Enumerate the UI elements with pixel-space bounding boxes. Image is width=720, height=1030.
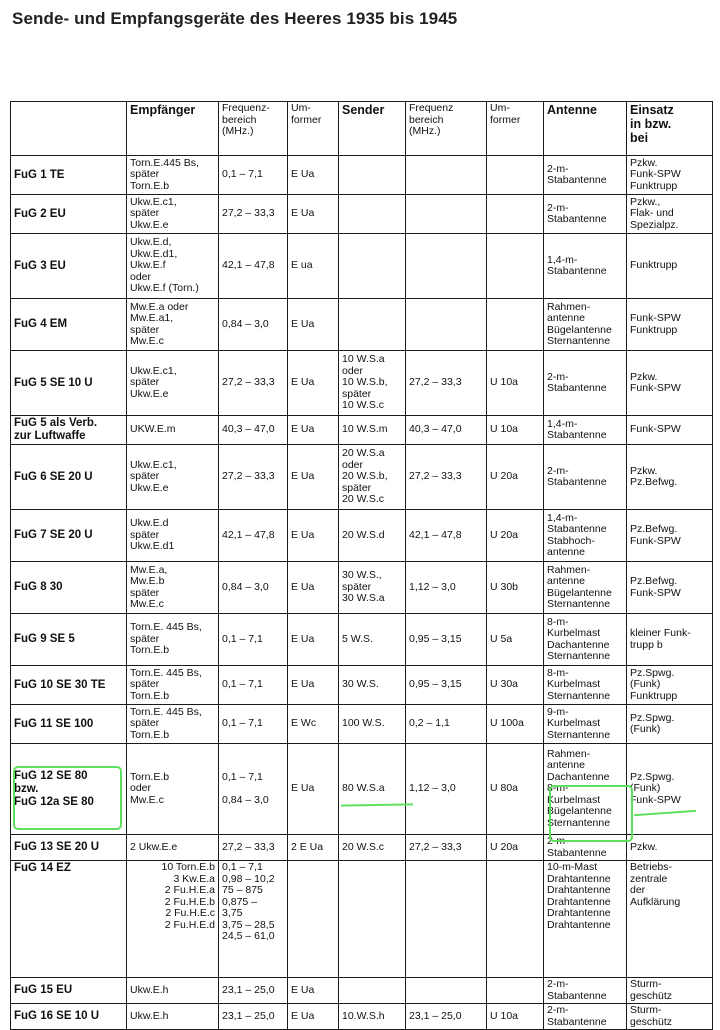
cell-transmitter: 20 W.S.c [339,835,406,861]
cell-device: FuG 4 EM [11,299,127,351]
cell-transmitter: 20 W.S.a oder 20 W.S.b, später 20 W.S.c [339,445,406,510]
cell-receiver: Torn.E. 445 Bs, später Torn.E.b [127,705,219,744]
cell-antenna: Rahmen- antenne Bügelantenne Sternantenne [544,562,627,614]
cell-transmitter-frequency: 1,12 – 3,0 [406,562,487,614]
cell-receiver-converter: E Ua [288,666,339,705]
cell-receiver-frequency: 27,2 – 33,3 [219,835,288,861]
cell-transmitter-frequency [406,234,487,299]
cell-transmitter-frequency: 0,95 – 3,15 [406,666,487,705]
cell-receiver: Ukw.E.c1, später Ukw.E.e [127,195,219,234]
col-header-receiver-converter: Um- former [288,102,339,156]
cell-receiver-frequency: 42,1 – 47,8 [219,234,288,299]
cell-transmitter-frequency: 40,3 – 47,0 [406,416,487,445]
cell-transmitter-frequency: 27,2 – 33,3 [406,445,487,510]
cell-device: FuG 1 TE [11,156,127,195]
cell-transmitter-frequency [406,978,487,1004]
cell-receiver: UKW.E.m [127,416,219,445]
cell-receiver-converter: E Ua [288,445,339,510]
cell-transmitter-converter: U 10a [487,1004,544,1030]
cell-antenna: 10-m-Mast Drahtantenne Drahtantenne Drahtantenne Drahtantenne Drahtantenne [544,861,627,978]
cell-transmitter-converter: U 20a [487,835,544,861]
cell-transmitter-frequency: 0,2 – 1,1 [406,705,487,744]
cell-receiver-frequency: 0,1 – 7,1 0,98 – 10,2 75 – 875 0,875 – 3,75 3,75 – 28,5 24,5 – 61,0 [219,861,288,978]
table-header-row [11,102,713,156]
cell-receiver-frequency: 23,1 – 25,0 [219,1004,288,1030]
table-row [11,234,713,299]
cell-receiver-converter: E Ua [288,156,339,195]
cell-transmitter-frequency: 42,1 – 47,8 [406,510,487,562]
cell-receiver-frequency: 27,2 – 33,3 [219,195,288,234]
cell-antenna: 1,4-m- Stabantenne Stabhoch- antenne [544,510,627,562]
cell-receiver: Torn.E.445 Bs, später Torn.E.b [127,156,219,195]
cell-receiver-frequency: 0,84 – 3,0 [219,562,288,614]
cell-receiver-frequency: 0,1 – 7,1 [219,666,288,705]
cell-device: FuG 10 SE 30 TE [11,666,127,705]
cell-deployment: Pzkw. Pz.Befwg. [627,445,713,510]
cell-receiver-converter: E Ua [288,510,339,562]
cell-receiver-frequency: 27,2 – 33,3 [219,445,288,510]
cell-receiver-frequency: 42,1 – 47,8 [219,510,288,562]
cell-receiver-converter: 2 E Ua [288,835,339,861]
cell-transmitter: 100 W.S. [339,705,406,744]
col-header-transmitter: Sender [339,102,406,156]
cell-transmitter-converter [487,234,544,299]
cell-device: FuG 15 EU [11,978,127,1004]
cell-receiver-converter: E Ua [288,744,339,835]
table-row [11,666,713,705]
cell-transmitter-converter: U 5a [487,614,544,666]
col-header-transmitter-frequency: Frequenz bereich (MHz.) [406,102,487,156]
cell-transmitter-frequency [406,195,487,234]
cell-receiver: Torn.E. 445 Bs, später Torn.E.b [127,666,219,705]
cell-receiver-frequency: 0,1 – 7,1 [219,614,288,666]
cell-transmitter-converter: U 10a [487,351,544,416]
cell-antenna: 1,4-m- Stabantenne [544,234,627,299]
cell-device: FuG 14 EZ [11,861,127,978]
cell-transmitter-converter: U 100a [487,705,544,744]
cell-receiver-converter: E Ua [288,416,339,445]
cell-deployment: Pzkw. Funk-SPW [627,351,713,416]
cell-receiver: Ukw.E.h [127,978,219,1004]
cell-deployment: kleiner Funk- trupp b [627,614,713,666]
cell-receiver-frequency: 27,2 – 33,3 [219,351,288,416]
cell-transmitter [339,234,406,299]
cell-transmitter-converter [487,156,544,195]
cell-transmitter-frequency [406,861,487,978]
cell-receiver-frequency: 0,1 – 7,1 [219,156,288,195]
cell-device: FuG 8 30 [11,562,127,614]
cell-transmitter: 10 W.S.m [339,416,406,445]
cell-antenna: Rahmen- antenne Bügelantenne Sternantenne [544,299,627,351]
col-header-receiver-frequency: Frequenz- bereich (MHz.) [219,102,288,156]
table-row [11,562,713,614]
cell-receiver-converter: E Ua [288,299,339,351]
cell-transmitter-frequency [406,156,487,195]
cell-receiver: 10 Torn.E.b 3 Kw.E.a 2 Fu.H.E.a 2 Fu.H.E.b 2 Fu.H.E.c 2 Fu.H.E.d [127,861,219,978]
cell-transmitter-converter: U 10a [487,416,544,445]
cell-transmitter: 30 W.S., später 30 W.S.a [339,562,406,614]
table-row [11,614,713,666]
cell-antenna: 1,4-m- Stabantenne [544,416,627,445]
page-title: Sende- und Empfangsgeräte des Heeres 1935 bis 1945 [12,9,458,28]
cell-deployment: Funktrupp [627,234,713,299]
cell-receiver: Ukw.E.d, Ukw.E.d1, Ukw.E.f oder Ukw.E.f (Torn.) [127,234,219,299]
cell-deployment: Pz.Spwg. (Funk) [627,705,713,744]
cell-device: FuG 5 SE 10 U [11,351,127,416]
cell-receiver: Ukw.E.c1, später Ukw.E.e [127,445,219,510]
cell-receiver-converter: E Ua [288,562,339,614]
cell-receiver: Ukw.E.d später Ukw.E.d1 [127,510,219,562]
cell-antenna: 2-m- Stabantenne [544,445,627,510]
cell-antenna: 8-m- Kurbelmast Sternantenne [544,666,627,705]
cell-receiver-converter: E Ua [288,1004,339,1030]
table-row [11,744,713,835]
table-row [11,835,713,861]
col-header-receiver: Empfänger [127,102,219,156]
cell-device: FuG 7 SE 20 U [11,510,127,562]
cell-deployment: Pz.Spwg. (Funk) Funk-SPW [627,744,713,835]
cell-device: FuG 6 SE 20 U [11,445,127,510]
cell-transmitter-frequency [406,299,487,351]
cell-receiver-converter: E Ua [288,351,339,416]
cell-transmitter-frequency: 0,95 – 3,15 [406,614,487,666]
cell-receiver: Mw.E.a, Mw.E.b später Mw.E.c [127,562,219,614]
cell-transmitter-frequency: 27,2 – 33,3 [406,835,487,861]
cell-transmitter-converter [487,861,544,978]
cell-receiver-converter: E Ua [288,614,339,666]
cell-deployment: Funk-SPW Funktrupp [627,299,713,351]
cell-antenna: 2-m- Stabantenne [544,156,627,195]
cell-transmitter: 30 W.S. [339,666,406,705]
table-row [11,416,713,445]
cell-transmitter [339,978,406,1004]
cell-antenna: 9-m- Kurbelmast Sternantenne [544,705,627,744]
cell-deployment: Pz.Spwg. (Funk) Funktrupp [627,666,713,705]
cell-receiver: Ukw.E.c1, später Ukw.E.e [127,351,219,416]
cell-receiver-converter [288,861,339,978]
cell-transmitter-frequency: 23,1 – 25,0 [406,1004,487,1030]
equipment-table [10,101,713,1030]
cell-device: FuG 9 SE 5 [11,614,127,666]
cell-transmitter-converter [487,195,544,234]
table-row [11,195,713,234]
cell-antenna: 2-m- Stabantenne [544,978,627,1004]
cell-antenna: Rahmen- antenne Dachantenne 8-m- Kurbelmast Bügelantenne Sternantenne [544,744,627,835]
table-row [11,351,713,416]
cell-transmitter-converter [487,978,544,1004]
cell-receiver-converter: E ua [288,234,339,299]
cell-deployment: Betriebs- zentrale der Aufklärung [627,861,713,978]
cell-receiver-frequency: 0,1 – 7,1 [219,705,288,744]
table-row [11,156,713,195]
cell-transmitter [339,299,406,351]
cell-antenna: 2-m- Stabantenne [544,1004,627,1030]
cell-transmitter [339,195,406,234]
cell-transmitter-converter: U 20a [487,445,544,510]
cell-transmitter-converter [487,299,544,351]
cell-deployment: Pzkw., Flak- und Spezialpz. [627,195,713,234]
cell-receiver-frequency: 0,84 – 3,0 [219,299,288,351]
cell-antenna: 2-m- Stabantenne [544,835,627,861]
table-row [11,445,713,510]
cell-receiver: Ukw.E.h [127,1004,219,1030]
cell-receiver: Torn.E.b oder Mw.E.c [127,744,219,835]
cell-transmitter [339,861,406,978]
cell-receiver-converter: E Ua [288,195,339,234]
cell-deployment: Sturm- geschütz [627,1004,713,1030]
cell-antenna: 2-m- Stabantenne [544,351,627,416]
cell-antenna: 2-m- Stabantenne [544,195,627,234]
cell-deployment: Funk-SPW [627,416,713,445]
table-row [11,510,713,562]
table-row [11,705,713,744]
cell-receiver-frequency: 23,1 – 25,0 [219,978,288,1004]
cell-transmitter: 10.W.S.h [339,1004,406,1030]
col-header-transmitter-converter: Um- former [487,102,544,156]
cell-transmitter: 80 W.S.a [339,744,406,835]
table-row [11,1004,713,1030]
cell-receiver: Torn.E. 445 Bs, später Torn.E.b [127,614,219,666]
cell-device: FuG 2 EU [11,195,127,234]
cell-device: FuG 11 SE 100 [11,705,127,744]
col-header-device [11,102,127,156]
cell-deployment: Pzkw. [627,835,713,861]
cell-transmitter-frequency: 27,2 – 33,3 [406,351,487,416]
cell-transmitter-converter: U 20a [487,510,544,562]
table-row [11,299,713,351]
cell-receiver-frequency: 0,1 – 7,1 0,84 – 3,0 [219,744,288,835]
cell-device: FuG 12 SE 80 bzw. FuG 12a SE 80 [11,744,127,835]
cell-deployment: Pz.Befwg. Funk-SPW [627,562,713,614]
cell-receiver-converter: E Ua [288,978,339,1004]
cell-transmitter-frequency: 1,12 – 3,0 [406,744,487,835]
cell-device: FuG 16 SE 10 U [11,1004,127,1030]
table-body [11,156,713,1030]
cell-deployment: Sturm- geschütz [627,978,713,1004]
col-header-deployment: Einsatz in bzw. bei [627,102,713,156]
cell-device: FuG 3 EU [11,234,127,299]
cell-transmitter: 20 W.S.d [339,510,406,562]
cell-device: FuG 13 SE 20 U [11,835,127,861]
cell-transmitter: 10 W.S.a oder 10 W.S.b, später 10 W.S.c [339,351,406,416]
cell-device: FuG 5 als Verb. zur Luftwaffe [11,416,127,445]
cell-transmitter-converter: U 30b [487,562,544,614]
cell-receiver-converter: E Wc [288,705,339,744]
cell-antenna: 8-m- Kurbelmast Dachantenne Sternantenne [544,614,627,666]
cell-transmitter-converter: U 30a [487,666,544,705]
table-row [11,861,713,978]
col-header-antenna: Antenne [544,102,627,156]
cell-receiver: Mw.E.a oder Mw.E.a1, später Mw.E.c [127,299,219,351]
cell-transmitter-converter: U 80a [487,744,544,835]
cell-receiver: 2 Ukw.E.e [127,835,219,861]
cell-transmitter [339,156,406,195]
cell-deployment: Pz.Befwg. Funk-SPW [627,510,713,562]
cell-transmitter: 5 W.S. [339,614,406,666]
cell-receiver-frequency: 40,3 – 47,0 [219,416,288,445]
table-row [11,978,713,1004]
cell-deployment: Pzkw. Funk-SPW Funktrupp [627,156,713,195]
